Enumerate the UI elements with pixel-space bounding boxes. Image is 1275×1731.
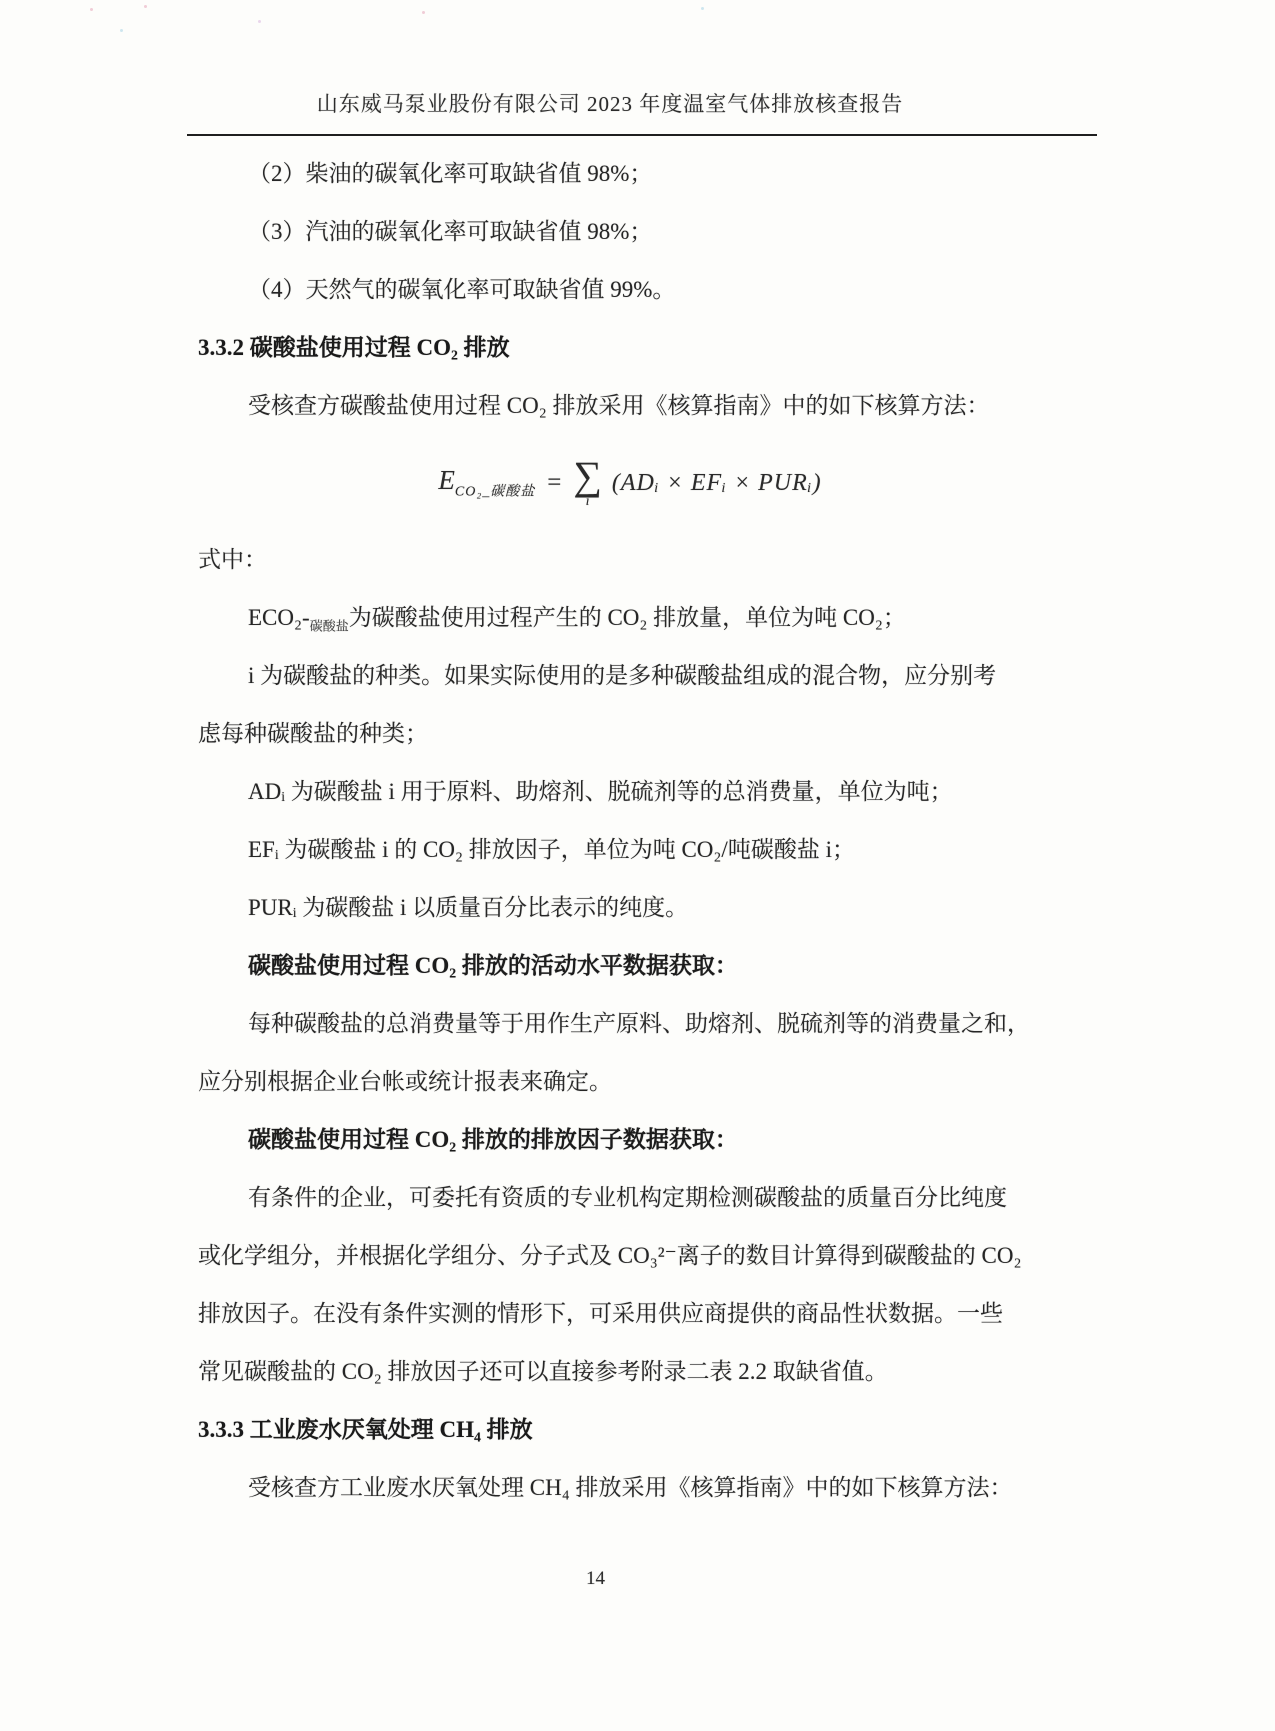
list-item-diesel: （2）柴油的碳氧化率可取缺省值 98%；: [248, 161, 653, 186]
formula-sigma: ∑ i: [573, 453, 602, 509]
page-number: 14: [586, 1568, 605, 1589]
definition-pur: PURᵢ 为碳酸盐 i 以质量百分比表示的纯度。: [248, 895, 689, 920]
scan-noise-dot: [144, 5, 147, 8]
subheading-activity-data: 碳酸盐使用过程 CO₂ 排放的活动水平数据获取：: [248, 953, 738, 978]
paragraph-intro-332: 受核查方碳酸盐使用过程 CO₂ 排放采用《核算指南》中的如下核算方法：: [248, 393, 990, 418]
page-header-title: 山东威马泵业股份有限公司 2023 年度温室气体排放核查报告: [316, 92, 904, 116]
header-rule: [187, 134, 1097, 136]
scan-noise-dot: [258, 20, 261, 23]
definition-eco2: ECO₂-$_{碳酸盐}$为碳酸盐使用过程产生的 CO₂ 排放量，单位为吨 CO₂；: [248, 605, 906, 634]
paragraph-activity-line1: 每种碳酸盐的总消费量等于用作生产原料、助熔剂、脱硫剂等的消费量之和，: [248, 1011, 1030, 1036]
formula-rhs: (ADᵢ × EFᵢ × PURᵢ): [611, 469, 822, 496]
definition-i-line2: 虑每种碳酸盐的种类；: [198, 721, 428, 746]
paragraph-factor-line4: 常见碳酸盐的 CO₂ 排放因子还可以直接参考附录二表 2.2 取缺省值。: [198, 1359, 888, 1384]
scan-noise-dot: [701, 7, 704, 10]
list-item-naturalgas: （4）天然气的碳氧化率可取缺省值 99%。: [248, 277, 676, 302]
paragraph-factor-line3: 排放因子。在没有条件实测的情形下，可采用供应商提供的商品性状数据。一些: [198, 1301, 1003, 1326]
definition-ad: ADᵢ 为碳酸盐 i 用于原料、助熔剂、脱硫剂等的总消费量，单位为吨；: [248, 779, 953, 804]
paragraph-factor-line1: 有条件的企业，可委托有资质的专业机构定期检测碳酸盐的质量百分比纯度: [248, 1185, 1007, 1210]
list-item-gasoline: （3）汽油的碳氧化率可取缺省值 98%；: [248, 219, 653, 244]
paragraph-intro-333: 受核查方工业废水厌氧处理 CH₄ 排放采用《核算指南》中的如下核算方法：: [248, 1475, 1013, 1500]
definition-ef: EFᵢ 为碳酸盐 i 的 CO₂ 排放因子，单位为吨 CO₂/吨碳酸盐 i；: [248, 837, 855, 862]
section-heading-332: 3.3.2 碳酸盐使用过程 CO₂ 排放: [198, 335, 510, 360]
section-heading-333: 3.3.3 工业废水厌氧处理 CH₄ 排放: [198, 1417, 533, 1442]
scan-noise-dot: [90, 8, 93, 11]
paragraph-activity-line2: 应分别根据企业台帐或统计报表来确定。: [198, 1069, 612, 1094]
formula-carbonate-co2-emission: [180, 435, 1080, 531]
paragraph-factor-line2: 或化学组分，并根据化学组分、分子式及 CO₃²⁻离子的数目计算得到碳酸盐的 CO₂: [198, 1243, 1022, 1268]
scan-noise-dot: [422, 11, 425, 14]
paragraph-where-label: 式中：: [198, 547, 267, 572]
scan-noise-dot: [120, 29, 123, 32]
definition-i-line1: i 为碳酸盐的种类。如果实际使用的是多种碳酸盐组成的混合物，应分别考: [248, 663, 997, 688]
document-body: [198, 145, 1098, 1517]
formula-lhs: $E_{CO_2\_碳酸盐}$: [438, 465, 536, 500]
subheading-emission-factor-data: 碳酸盐使用过程 CO₂ 排放的排放因子数据获取：: [248, 1127, 738, 1152]
formula-equals-sign: =: [547, 469, 562, 496]
